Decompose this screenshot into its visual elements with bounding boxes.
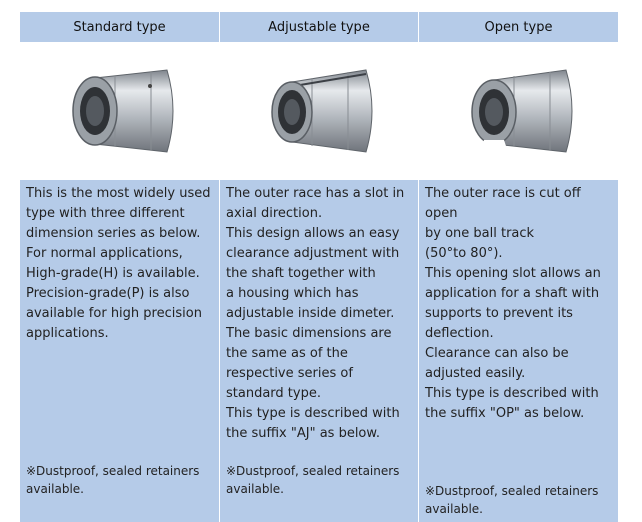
text-line: respective series of [226,366,353,381]
text-line: by one ball track [425,226,535,241]
text-line: a housing which has [226,286,359,301]
text-line: High-grade(H) is available. [26,266,200,281]
dustproof-note: ※Dustproof, sealed retainers available. [226,464,400,496]
dustproof-note: ※Dustproof, sealed retainers available. [26,464,200,496]
header-open-type: Open type [419,12,618,42]
text-line: the shaft together with [226,266,376,281]
text-line: This opening slot allows an [425,266,601,281]
dustproof-note: ※Dustproof, sealed retainers available. [425,484,599,516]
text-line: axial direction. [226,206,323,221]
text-line: This is the most widely used [26,186,211,201]
text-line: The basic dimensions are [226,326,392,341]
text-line: Precision-grade(P) is also [26,286,190,301]
header-adjustable-type: Adjustable type [220,12,418,42]
image-cell-open [419,43,618,179]
text-line: supports to prevent its [425,306,573,321]
text-line: the suffix "OP" as below. [425,406,585,421]
text-line: The outer race has a slot in [226,186,405,201]
description-standard [20,180,219,522]
header-standard-type: Standard type [20,12,219,42]
text-line: available for high precision [26,306,202,321]
text-line: standard type. [226,386,321,401]
text-line: adjustable inside dimeter. [226,306,395,321]
text-line: application for a shaft with [425,286,600,301]
text-line: applications. [26,326,109,341]
text-line: dimension series as below. [26,226,201,241]
text-line: Clearance can also be [425,346,569,361]
text-line: (50°to 80°). [425,246,503,261]
text-line: The outer race is cut off [425,186,581,201]
text-line: type with three different [26,206,185,221]
text-line: the same as of the [226,346,348,361]
image-cell-adjustable [220,43,418,179]
text-line: For normal applications, [26,246,183,261]
bushing-type-table [20,12,616,520]
text-line: open [425,206,458,221]
text-line: adjusted easily. [425,366,526,381]
text-line: This type is described with [226,406,400,421]
description-open [419,180,618,522]
description-adjustable [220,180,418,522]
text-line: This type is described with [425,386,599,401]
linear-bushing-open-icon [454,56,584,166]
text-line: clearance adjustment with [226,246,400,261]
text-line: the suffix "AJ" as below. [226,426,380,441]
linear-bushing-adjustable-icon [254,56,384,166]
linear-bushing-standard-icon [55,56,185,166]
text-line: This design allows an easy [226,226,400,241]
image-cell-standard [20,43,219,179]
text-line: deflection. [425,326,494,341]
